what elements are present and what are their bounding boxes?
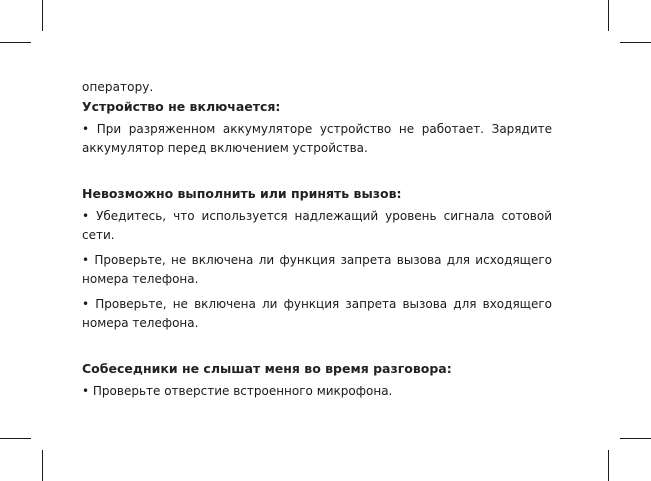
crop-mark-bottom-right-horizontal xyxy=(620,438,651,439)
crop-mark-bottom-right-vertical xyxy=(608,450,609,481)
bullet-item: • Проверьте отверстие встроенного микрофона. xyxy=(82,384,393,398)
page-content xyxy=(82,78,552,407)
section-heading-cannot-make-call: Невозможно выполнить или принять вызов: xyxy=(82,186,402,201)
crop-mark-bottom-left-vertical xyxy=(42,450,43,481)
bullet-item: • Проверьте, не включена ли функция запрета вызова для входящего номера телефона. xyxy=(82,297,552,330)
crop-mark-top-right-horizontal xyxy=(620,42,651,43)
crop-mark-bottom-left-horizontal xyxy=(0,438,31,439)
bullet-item: • Убедитесь, что используется надлежащий уровень сигнала сотовой сети. xyxy=(82,209,552,242)
section-heading-device-not-turning-on: Устройство не включается: xyxy=(82,99,281,114)
crop-mark-top-right-vertical xyxy=(608,0,609,31)
section-heading-others-cannot-hear: Собеседники не слышат меня во время разговора: xyxy=(82,361,452,376)
bullet-item: • Проверьте, не включена ли функция запрета вызова для исходящего номера телефона. xyxy=(82,253,552,286)
crop-mark-top-left-vertical xyxy=(42,0,43,31)
bullet-item: • При разряженном аккумуляторе устройство не работает. Зарядите аккумулятор перед включением устройства. xyxy=(82,122,552,155)
intro-text: оператору. xyxy=(82,80,154,94)
crop-mark-top-left-horizontal xyxy=(0,42,31,43)
